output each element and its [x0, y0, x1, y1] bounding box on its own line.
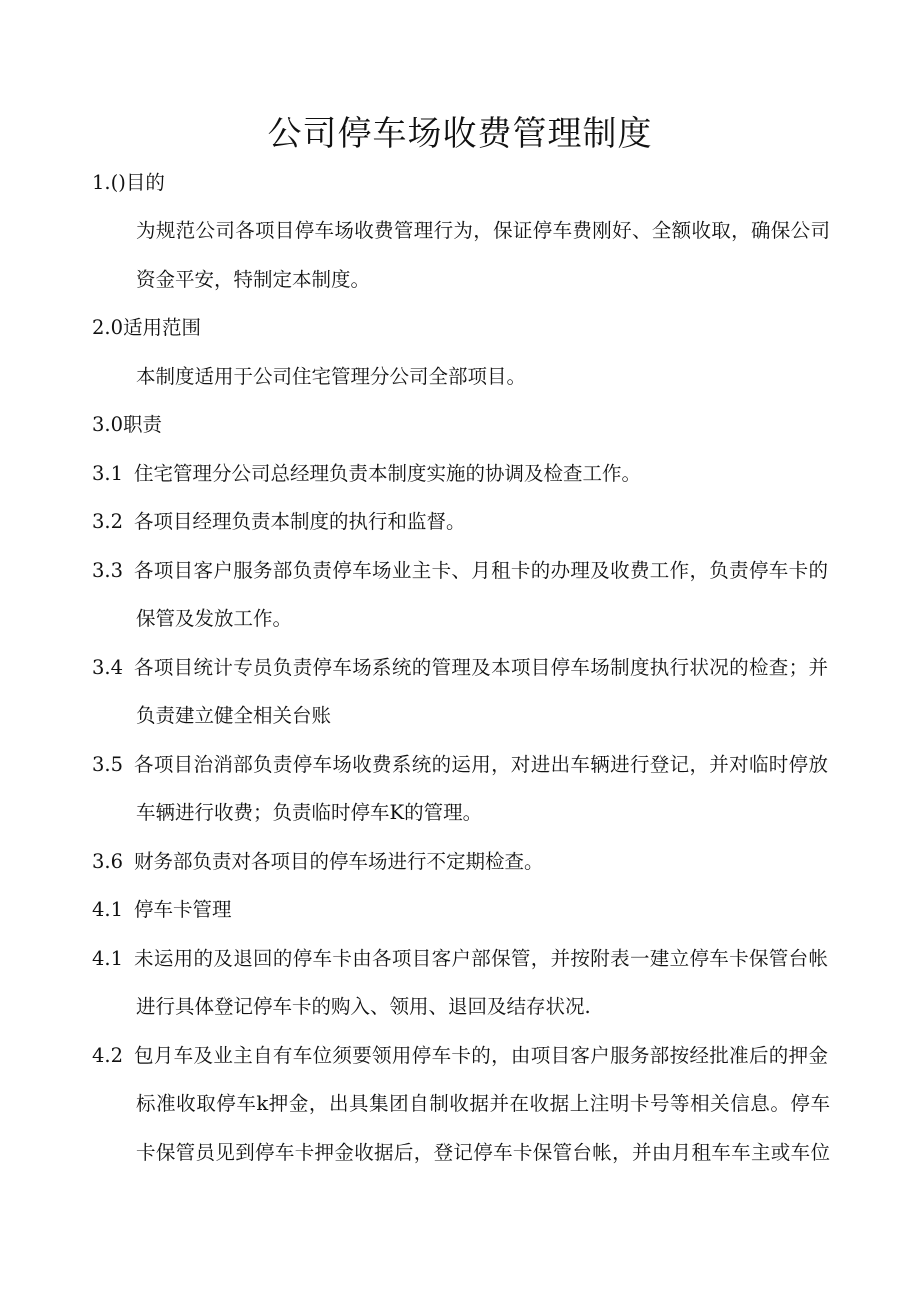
- paragraph-line: 资金平安，特制定本制度。: [136, 268, 371, 291]
- clause-line: [92, 944, 830, 974]
- section-number: 3.0: [92, 413, 124, 436]
- paragraph-line: 负责建立健全相关台账: [136, 704, 332, 727]
- section-heading: [92, 168, 165, 198]
- clause-number: 4.2: [92, 1044, 124, 1067]
- section-text: 适用范围: [123, 316, 202, 339]
- clause-number: 4.1: [92, 947, 124, 970]
- clause-number: 3.2: [92, 510, 124, 533]
- section-text: 目的: [125, 171, 165, 194]
- clause-line: [92, 1041, 830, 1071]
- paragraph-line: 车辆进行收费；负责临时停车K的管理。: [136, 801, 483, 824]
- clause-text: 住宅管理分公司总经理负责本制度实施的协调及检查工作。: [134, 462, 642, 485]
- section-text: 职责: [123, 413, 163, 436]
- section-heading: [92, 410, 162, 440]
- section-number: 4.1: [92, 898, 124, 921]
- clause-line: [92, 847, 544, 877]
- clause-text: 各项目客户服务部负责停车场业主卡、月租卡的办理及收费工作，负责停车卡的: [134, 559, 828, 582]
- clause-number: 3.3: [92, 559, 124, 582]
- paragraph-line: 本制度适用于公司住宅管理分公司全部项目。: [136, 365, 527, 388]
- paragraph-line: 标准收取停车k押金，出具集团自制收据并在收据上注明卡号等相关信息。停车: [136, 1092, 830, 1115]
- paragraph-line: 为规范公司各项目停车场收费管理行为，保证停车费刚好、全额收取，确保公司: [136, 219, 830, 242]
- clause-text: 各项目治消部负责停车场收费系统的运用，对进出车辆进行登记，并对临时停放: [134, 753, 828, 776]
- clause-text: 未运用的及退回的停车卡由各项目客户部保管，并按附表一建立停车卡保管台帐: [134, 947, 828, 970]
- clause-line: [92, 507, 466, 537]
- section-number: 1.(): [92, 171, 126, 194]
- clause-text: 财务部负责对各项目的停车场进行不定期检查。: [134, 850, 544, 873]
- section-heading: [92, 313, 201, 343]
- paragraph-line: 进行具体登记停车卡的购入、领用、退回及结存状况.: [136, 995, 591, 1018]
- clause-text: 包月车及业主自有车位须要领用停车卡的，由项目客户服务部按经批准后的押金: [134, 1044, 828, 1067]
- section-number: 2.0: [92, 316, 124, 339]
- clause-line: [92, 653, 830, 683]
- paragraph-line: 卡保管员见到停车卡押金收据后，登记停车卡保管台帐，并由月租车车主或车位: [136, 1141, 830, 1164]
- clause-line: [92, 556, 830, 586]
- clause-text: 各项目经理负责本制度的执行和监督。: [134, 510, 466, 533]
- clause-line: [92, 750, 830, 780]
- paragraph-line: 保管及发放工作。: [136, 607, 293, 630]
- clause-text: 各项目统计专员负责停车场系统的管理及本项目停车场制度执行状况的检查；并: [134, 656, 828, 679]
- section-text: 停车卡管理: [134, 898, 232, 921]
- clause-number: 3.4: [92, 656, 124, 679]
- section-heading: [92, 895, 232, 925]
- clause-number: 3.1: [92, 462, 124, 485]
- document-title: 公司停车场收费管理制度: [267, 114, 653, 154]
- clause-number: 3.6: [92, 850, 124, 873]
- clause-number: 3.5: [92, 753, 124, 776]
- clause-line: [92, 459, 641, 489]
